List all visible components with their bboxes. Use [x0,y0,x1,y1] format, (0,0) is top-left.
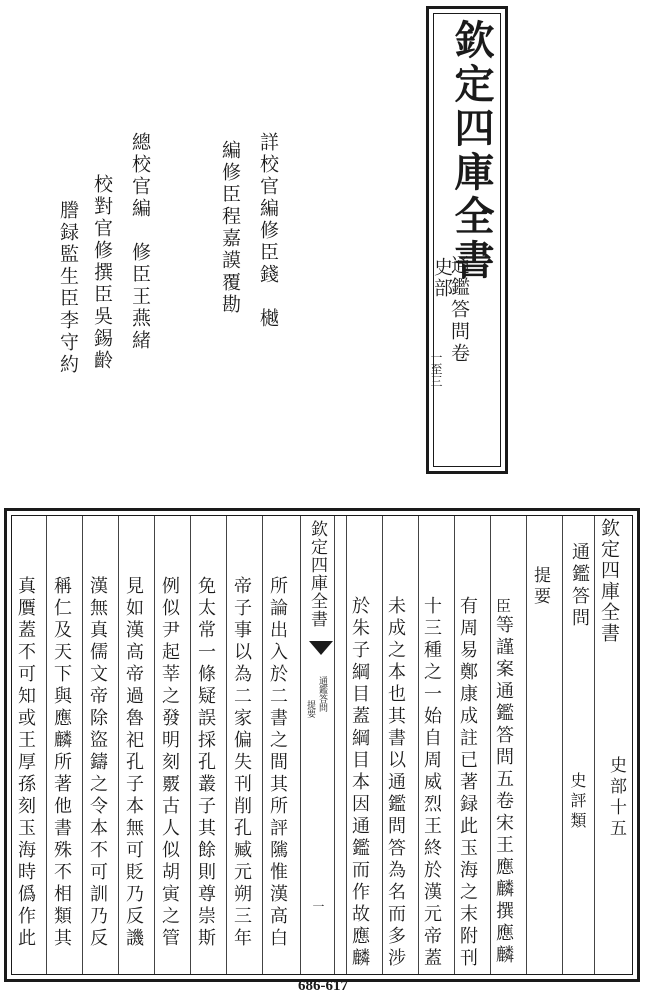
text-column-4: 未成之本也其書以通鑑問答為名而多涉 [385,596,406,970]
page-number: 686-617 [298,978,348,994]
column-rule [562,516,563,974]
gutter-section: 提要 [305,700,315,718]
fish-tail-mark-icon [309,641,333,655]
column-rule [46,516,47,974]
column-rule [454,516,455,974]
gutter-rule-right [334,516,335,974]
gutter-book-title: 通鑑答問 [317,676,327,712]
text-column-10: 見如漢高帝過魯祀孔子本無可貶乃反譏 [123,576,144,950]
text-column-1: 臣等謹案通鑑答問五卷宋王應麟撰應麟 [493,598,514,967]
column-rule [154,516,155,974]
page-section-heading: 提要 [530,566,550,608]
page-header-title: 欽定四庫全書 [598,518,620,644]
editor-line-5: 謄録監生臣李守約 [57,200,79,376]
text-column-5: 於朱子綱目蓋綱目本因通鑑而作故應麟 [349,596,370,970]
slip-category: 史部 [431,257,453,299]
editor-line-3: 總校官編 修臣王燕緒 [129,132,151,352]
text-column-2: 有周易鄭康成註已著録此玉海之末附刊 [457,596,478,970]
page-category: 史評類 [568,772,587,832]
column-rule [594,516,595,974]
text-column-8: 免太常一條疑誤採孔叢子其餘則尊崇斯 [195,576,216,950]
column-rule [226,516,227,974]
column-rule [82,516,83,974]
text-column-9: 例似尹起莘之發明刻覈古人似胡寅之管 [159,576,180,950]
page-header-volume: 史部十五 [606,756,626,840]
text-column-12: 稱仁及天下與應麟所著他書殊不相類其 [51,576,72,950]
column-rule [346,516,347,974]
gutter-page-number: 一 [311,900,325,912]
column-rule [382,516,383,974]
slip-title: 欽定四庫全書 [448,19,495,283]
text-column-6: 所論出入於二書之間其所評隲惟漢高白 [267,576,288,950]
text-column-3: 十三種之一始自周威烈王終於漢元帝蓋 [421,596,442,970]
column-rule [418,516,419,974]
column-rule [262,516,263,974]
column-rule [490,516,491,974]
gutter-title: 欽定四庫全書 [307,520,327,628]
gutter-rule-left [300,516,301,974]
text-column-7: 帝子事以為二家偏失刊削孔臧元朔三年 [231,576,252,950]
slip-book-title: 通鑑答問卷 [448,255,470,365]
editor-line-4: 校對官修撰臣吳錫齡 [91,174,113,372]
editor-line-1: 詳校官編修臣錢 樾 [257,132,279,330]
text-column-13: 真贋蓋不可知或王厚孫刻玉海時僞作此 [15,576,36,950]
column-rule [118,516,119,974]
column-rule [526,516,527,974]
slip-volume-range: 一至三 [429,351,443,387]
page-book-title: 通鑑答問 [569,542,590,630]
title-slip [426,6,508,474]
text-column-11: 漢無真儒文帝除盜鑄之令本不可訓乃反 [87,576,108,950]
editor-line-2: 編修臣程嘉謨覆勘 [219,140,241,316]
column-rule [190,516,191,974]
